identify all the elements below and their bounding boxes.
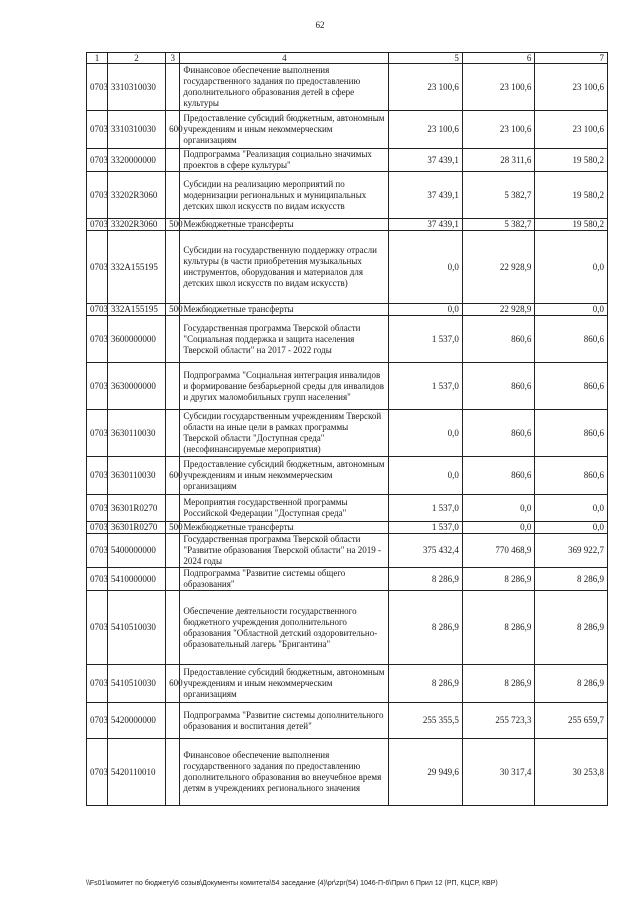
description-cell: Подпрограмма "Реализация социально значимых проектов в сфере культуры" [180,149,389,172]
amount-col-5-cell: 1 537,0 [389,363,463,410]
table-row [87,457,608,495]
table-row [87,64,608,111]
description-cell: Финансовое обеспечение выполнения государственного задания по предоставлению дополнительного образования во внеучебное время детям в учреждениях регионального значения [180,739,389,806]
page-number: 62 [315,20,325,30]
description-cell: Предоставление субсидий бюджетным, автономным учреждениям и иным некоммерческим организациям [180,111,389,149]
description-cell: Подпрограмма "Социальная интеграция инвалидов и формирование безбарьерной среды для инвалидов и других маломобильных групп населения" [180,363,389,410]
table-row [87,410,608,457]
amount-col-7-cell: 8 286,9 [535,568,608,591]
amount-col-7-cell: 19 580,2 [535,172,608,219]
header-cell-6: 6 [462,53,535,64]
amount-col-7-cell: 8 286,9 [535,591,608,665]
table-row [87,703,608,739]
target-code-cell: 3310310030 [107,111,165,149]
amount-col-6-cell: 860,6 [462,457,535,495]
amount-col-7-cell: 19 580,2 [535,149,608,172]
expense-type-cell [166,495,180,522]
section-code-cell: 0703 [87,457,108,495]
expense-type-cell: 600 [166,111,180,149]
description-cell: Предоставление субсидий бюджетным, автономным учреждениям и иным некоммерческим организациям [180,665,389,703]
expense-type-cell: 500 [166,219,180,231]
table-row [87,363,608,410]
target-code-cell: 5410510030 [107,591,165,665]
amount-col-7-cell: 30 253,8 [535,739,608,806]
target-code-cell: 33202R3060 [107,219,165,231]
section-code-cell: 0703 [87,304,108,316]
amount-col-5-cell: 29 949,6 [389,739,463,806]
amount-col-7-cell: 0,0 [535,495,608,522]
amount-col-6-cell: 28 311,6 [462,149,535,172]
amount-col-7-cell: 23 100,6 [535,64,608,111]
amount-col-6-cell: 5 382,7 [462,172,535,219]
expense-type-cell: 500 [166,304,180,316]
description-cell: Межбюджетные трансферты [180,522,389,534]
amount-col-6-cell: 255 723,3 [462,703,535,739]
amount-col-7-cell: 8 286,9 [535,665,608,703]
section-code-cell: 0703 [87,495,108,522]
description-cell: Предоставление субсидий бюджетным, автономным учреждениям и иным некоммерческим организациям [180,457,389,495]
section-code-cell: 0703 [87,363,108,410]
amount-col-7-cell: 860,6 [535,457,608,495]
amount-col-6-cell: 23 100,6 [462,111,535,149]
budget-table [86,52,608,806]
table-row [87,219,608,231]
expense-type-cell [166,591,180,665]
target-code-cell: 3310310030 [107,64,165,111]
target-code-cell: 3320000000 [107,149,165,172]
table-row [87,149,608,172]
amount-col-6-cell: 0,0 [462,522,535,534]
description-cell: Государственная программа Тверской области "Развитие образования Тверской области" на 2019 - 2024 годы [180,534,389,568]
target-code-cell: 3630110030 [107,457,165,495]
target-code-cell: 5420000000 [107,703,165,739]
amount-col-5-cell: 23 100,6 [389,111,463,149]
description-cell: Подпрограмма "Развитие системы общего образования" [180,568,389,591]
amount-col-7-cell: 860,6 [535,410,608,457]
section-code-cell: 0703 [87,568,108,591]
header-cell-2: 2 [107,53,165,64]
table-row [87,172,608,219]
table-row [87,665,608,703]
section-code-cell: 0703 [87,591,108,665]
table-row [87,495,608,522]
amount-col-6-cell: 770 468,9 [462,534,535,568]
section-code-cell: 0703 [87,219,108,231]
header-cell-1: 1 [87,53,108,64]
target-code-cell: 5420110010 [107,739,165,806]
amount-col-6-cell: 860,6 [462,363,535,410]
table-row [87,568,608,591]
header-cell-7: 7 [535,53,608,64]
description-cell: Субсидии на реализацию мероприятий по модернизации региональных и муниципальных детских школ искусств по видам искусств [180,172,389,219]
amount-col-7-cell: 0,0 [535,304,608,316]
expense-type-cell [166,534,180,568]
description-cell: Субсидии на государственную поддержку отрасли культуры (в части приобретения музыкальных инструментов, оборудования и материалов для детских школ искусств по видам искусств) [180,231,389,304]
target-code-cell: 332A155195 [107,304,165,316]
table-row [87,111,608,149]
expense-type-cell: 600 [166,457,180,495]
expense-type-cell [166,149,180,172]
target-code-cell: 5410000000 [107,568,165,591]
expense-type-cell [166,703,180,739]
amount-col-7-cell: 860,6 [535,316,608,363]
amount-col-7-cell: 19 580,2 [535,219,608,231]
expense-type-cell [166,739,180,806]
description-cell: Межбюджетные трансферты [180,304,389,316]
target-code-cell: 36301R0270 [107,495,165,522]
description-cell: Мероприятия государственной программы Российской Федерации "Доступная среда" [180,495,389,522]
description-cell: Подпрограмма "Развитие системы дополнительного образования и воспитания детей" [180,703,389,739]
target-code-cell: 36301R0270 [107,522,165,534]
table-row [87,304,608,316]
amount-col-7-cell: 0,0 [535,522,608,534]
expense-type-cell [166,568,180,591]
amount-col-5-cell: 23 100,6 [389,64,463,111]
target-code-cell: 5400000000 [107,534,165,568]
section-code-cell: 0703 [87,534,108,568]
amount-col-6-cell: 8 286,9 [462,568,535,591]
expense-type-cell [166,363,180,410]
amount-col-5-cell: 8 286,9 [389,591,463,665]
table-row [87,316,608,363]
amount-col-5-cell: 0,0 [389,231,463,304]
section-code-cell: 0703 [87,410,108,457]
amount-col-5-cell: 0,0 [389,457,463,495]
amount-col-6-cell: 22 928,9 [462,304,535,316]
target-code-cell: 33202R3060 [107,172,165,219]
amount-col-5-cell: 0,0 [389,304,463,316]
table-row [87,231,608,304]
target-code-cell: 3600000000 [107,316,165,363]
section-code-cell: 0703 [87,522,108,534]
amount-col-6-cell: 5 382,7 [462,219,535,231]
expense-type-cell [166,172,180,219]
target-code-cell: 3630000000 [107,363,165,410]
amount-col-6-cell: 860,6 [462,410,535,457]
amount-col-5-cell: 8 286,9 [389,665,463,703]
section-code-cell: 0703 [87,111,108,149]
section-code-cell: 0703 [87,703,108,739]
footer-file-path: \\Fs01\комитет по бюджету\6 созыв\Документы комитета\54 заседание (4)\pr\zpr(54) 1046-П-6\Прил 6 Прил 12 (РП, КЦСР, КВР) [86,880,498,887]
target-code-cell: 5410510030 [107,665,165,703]
amount-col-5-cell: 37 439,1 [389,219,463,231]
amount-col-6-cell: 22 928,9 [462,231,535,304]
target-code-cell: 332A155195 [107,231,165,304]
amount-col-5-cell: 0,0 [389,410,463,457]
expense-type-cell [166,231,180,304]
description-cell: Субсидии государственным учреждениям Тверской области на иные цели в рамках программы Тверской области "Доступная среда" (несофинансируемые мероприятия) [180,410,389,457]
table-header-row [87,53,608,64]
table-row [87,739,608,806]
section-code-cell: 0703 [87,316,108,363]
table-row [87,534,608,568]
amount-col-5-cell: 37 439,1 [389,149,463,172]
target-code-cell: 3630110030 [107,410,165,457]
amount-col-7-cell: 0,0 [535,231,608,304]
amount-col-5-cell: 1 537,0 [389,316,463,363]
expense-type-cell [166,64,180,111]
amount-col-5-cell: 1 537,0 [389,495,463,522]
expense-type-cell: 500 [166,522,180,534]
section-code-cell: 0703 [87,64,108,111]
expense-type-cell: 600 [166,665,180,703]
section-code-cell: 0703 [87,665,108,703]
amount-col-6-cell: 8 286,9 [462,665,535,703]
amount-col-6-cell: 30 317,4 [462,739,535,806]
amount-col-7-cell: 255 659,7 [535,703,608,739]
amount-col-7-cell: 860,6 [535,363,608,410]
header-cell-3: 3 [166,53,180,64]
section-code-cell: 0703 [87,231,108,304]
amount-col-5-cell: 1 537,0 [389,522,463,534]
table-body [87,64,608,806]
amount-col-5-cell: 375 432,4 [389,534,463,568]
amount-col-6-cell: 0,0 [462,495,535,522]
amount-col-5-cell: 37 439,1 [389,172,463,219]
section-code-cell: 0703 [87,172,108,219]
amount-col-6-cell: 860,6 [462,316,535,363]
table-row [87,522,608,534]
expense-type-cell [166,410,180,457]
amount-col-5-cell: 255 355,5 [389,703,463,739]
table-row [87,591,608,665]
description-cell: Государственная программа Тверской области "Социальная поддержка и защита населения Тверской области" на 2017 - 2022 годы [180,316,389,363]
expense-type-cell [166,316,180,363]
amount-col-7-cell: 369 922,7 [535,534,608,568]
header-cell-5: 5 [389,53,463,64]
amount-col-7-cell: 23 100,6 [535,111,608,149]
description-cell: Обеспечение деятельности государственного бюджетного учреждения дополнительного образования "Областной детский оздоровительно-образовательный лагерь "Бригантина" [180,591,389,665]
header-cell-4: 4 [180,53,389,64]
amount-col-6-cell: 8 286,9 [462,591,535,665]
section-code-cell: 0703 [87,149,108,172]
description-cell: Межбюджетные трансферты [180,219,389,231]
section-code-cell: 0703 [87,739,108,806]
amount-col-5-cell: 8 286,9 [389,568,463,591]
description-cell: Финансовое обеспечение выполнения государственного задания по предоставлению дополнительного образования детей в сфере культуры [180,64,389,111]
amount-col-6-cell: 23 100,6 [462,64,535,111]
